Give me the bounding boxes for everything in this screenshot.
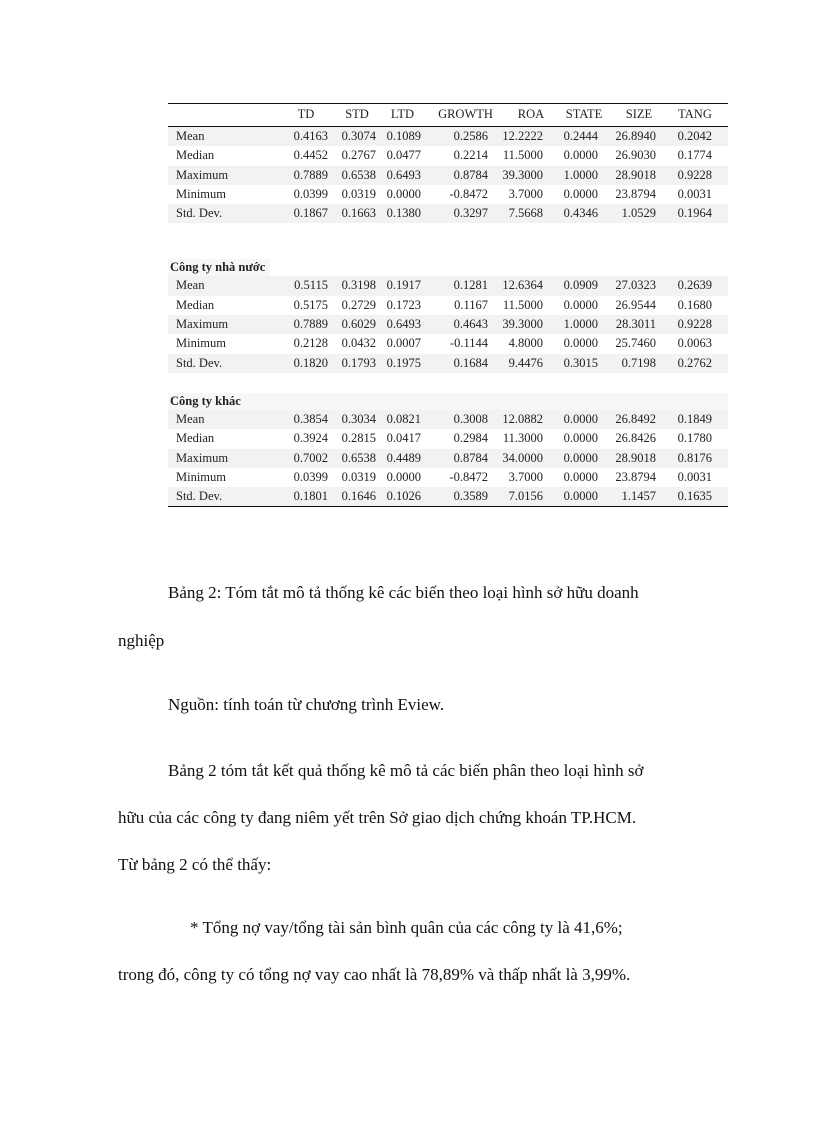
row-label: Median	[176, 431, 215, 446]
statistics-table	[168, 103, 728, 507]
table-cell: 1.0000	[563, 167, 598, 182]
table-cell: 0.3015	[563, 355, 598, 370]
row-label: Maximum	[176, 167, 229, 182]
table-cell: 7.5668	[508, 206, 543, 221]
table-cell: 3.7000	[508, 186, 543, 201]
table-cell: 12.2222	[502, 129, 543, 143]
table-cell: 0.3589	[453, 489, 488, 504]
table-cell: 0.0000	[563, 469, 598, 484]
table-cell: 0.1026	[386, 489, 421, 504]
table-cell: 0.0031	[677, 469, 712, 484]
table-cell: 0.1723	[386, 297, 421, 312]
table-row	[168, 127, 728, 146]
table-cell: 28.3011	[615, 317, 656, 332]
table-cell: 0.0000	[386, 469, 421, 484]
table-cell: 0.1780	[677, 431, 712, 446]
table-cell: 0.3074	[341, 129, 376, 143]
table-cell: 34.0000	[502, 450, 543, 465]
table-cell: 11.3000	[502, 431, 543, 446]
table-cell: 3.7000	[508, 469, 543, 484]
row-label: Mean	[176, 411, 205, 426]
table-header-row	[168, 104, 728, 127]
bullet-line-1: * Tổng nợ vay/tổng tài sản bình quân của các công ty là 41,6%;	[190, 918, 623, 937]
table-cell: 0.0000	[563, 411, 598, 426]
row-label: Median	[176, 148, 215, 163]
table-row	[168, 449, 728, 468]
table-cell: 1.0000	[563, 317, 598, 332]
table-cell: 0.2767	[341, 148, 376, 163]
section-title: Công ty nhà nước	[168, 259, 270, 276]
table-row	[168, 468, 728, 487]
table-cell: 0.1964	[677, 206, 712, 221]
table-row	[168, 410, 728, 429]
table-cell: 26.8492	[615, 411, 656, 426]
table-cell: 0.3924	[293, 431, 328, 446]
table-cell: 0.4643	[453, 317, 488, 332]
table-cell: 0.0319	[341, 469, 376, 484]
table-cell: 0.0007	[386, 336, 421, 351]
table-cell: 0.7889	[293, 317, 328, 332]
table-cell: 0.1975	[386, 355, 421, 370]
bullet-line-2: trong đó, công ty có tổng nợ vay cao nhất là 78,89% và thấp nhất là 3,99%.	[118, 965, 631, 984]
row-label: Minimum	[176, 469, 227, 484]
table-cell: 0.1281	[453, 278, 488, 293]
table-cell: 0.1089	[386, 129, 421, 143]
table-cell: 0.0000	[563, 336, 598, 351]
table-cell: 0.0399	[293, 186, 328, 201]
paragraph-line-3: Từ bảng 2 có thể thấy:	[118, 855, 272, 874]
table-cell: 0.2729	[341, 297, 376, 312]
row-label: Mean	[176, 129, 205, 143]
table-cell: 9.4476	[508, 355, 543, 370]
column-header: GROWTH	[438, 107, 493, 121]
table-cell: 28.9018	[615, 450, 656, 465]
table-cell: 0.6493	[386, 317, 421, 332]
table-row	[168, 315, 728, 334]
table-cell: 0.0063	[677, 336, 712, 351]
table-cell: 0.7002	[293, 450, 328, 465]
table-cell: -0.1144	[449, 336, 488, 351]
table-cell: 0.4346	[563, 206, 598, 221]
table-cell: 0.1167	[454, 297, 488, 312]
column-header: SIZE	[625, 107, 653, 121]
section-spacer	[168, 373, 728, 393]
table-cell: 0.0000	[386, 186, 421, 201]
table-cell: 0.2586	[453, 129, 488, 143]
table-cell: 39.3000	[502, 167, 543, 182]
table-cell: 1.1457	[621, 489, 656, 504]
table-cell: 11.5000	[502, 148, 543, 163]
table-cell: 0.0031	[677, 186, 712, 201]
table-row	[168, 487, 728, 506]
table-cell: 28.9018	[615, 167, 656, 182]
column-header: LTD	[390, 107, 415, 121]
source-note: Nguồn: tính toán từ chương trình Eview.	[168, 695, 445, 714]
table-cell: 0.1801	[293, 489, 328, 504]
section-title: Công ty khác	[168, 393, 728, 410]
table-cell: 0.9228	[677, 167, 712, 182]
row-label: Minimum	[176, 186, 227, 201]
table-cell: 0.1849	[677, 411, 712, 426]
table-cell: 0.1793	[341, 355, 376, 370]
table-caption-line-1: Bảng 2: Tóm tắt mô tả thống kê các biến theo loại hình sở hữu doanh	[168, 583, 639, 602]
row-label: Std. Dev.	[176, 206, 223, 221]
table-cell: 7.0156	[508, 489, 543, 504]
table-cell: 0.1867	[293, 206, 328, 221]
table-cell: 0.0000	[563, 431, 598, 446]
table-row	[168, 166, 728, 185]
row-label: Maximum	[176, 317, 229, 332]
table-cell: 0.1380	[386, 206, 421, 221]
table-cell: 0.0909	[563, 278, 598, 293]
paragraph-line-1: Bảng 2 tóm tắt kết quả thống kê mô tả các biến phân theo loại hình sở	[168, 761, 644, 780]
section-spacer	[168, 223, 728, 259]
table-cell: 4.8000	[508, 336, 543, 351]
table-cell: 0.7198	[621, 355, 656, 370]
table-cell: 0.3198	[341, 278, 376, 293]
table-cell: 26.8426	[615, 431, 656, 446]
row-label: Mean	[176, 278, 205, 293]
table-cell: 12.0882	[502, 411, 543, 426]
table-cell: 26.9544	[615, 297, 656, 312]
table-caption-line-2: nghiệp	[118, 631, 165, 650]
row-label: Std. Dev.	[176, 489, 223, 504]
table-cell: 23.8794	[615, 469, 656, 484]
table-cell: -0.8472	[449, 186, 488, 201]
table-cell: 0.5175	[293, 297, 328, 312]
table-cell: 12.6364	[502, 278, 543, 293]
table-cell: 0.2815	[341, 431, 376, 446]
table-cell: 0.5115	[294, 278, 328, 293]
table-cell: 0.3034	[341, 411, 376, 426]
table-cell: 23.8794	[615, 186, 656, 201]
table-cell: 0.1635	[677, 489, 712, 504]
table-cell: 0.0399	[293, 469, 328, 484]
table-cell: 0.2042	[677, 129, 712, 143]
column-header: TANG	[678, 107, 712, 121]
table-cell: 0.1663	[341, 206, 376, 221]
table-cell: 0.1680	[677, 297, 712, 312]
table-cell: 0.0000	[563, 186, 598, 201]
table-cell: 0.1820	[293, 355, 328, 370]
table-cell: 0.1646	[341, 489, 376, 504]
table-cell: 27.0323	[615, 278, 656, 293]
table-cell: 25.7460	[615, 336, 656, 351]
table-cell: 0.7889	[293, 167, 328, 182]
table-cell: 0.1774	[677, 148, 712, 163]
table-cell: 0.3297	[453, 206, 488, 221]
table-cell: 0.2214	[453, 148, 488, 163]
table-cell: 0.4163	[293, 129, 328, 143]
table-cell: 0.0319	[341, 186, 376, 201]
table-cell: 0.0000	[563, 450, 598, 465]
table-cell: 0.6493	[386, 167, 421, 182]
table-cell: 11.5000	[502, 297, 543, 312]
table-cell: 26.9030	[615, 148, 656, 163]
table-row	[168, 296, 728, 315]
table-cell: 0.2762	[677, 355, 712, 370]
table-cell: 0.0477	[386, 148, 421, 163]
table-cell: 0.1917	[386, 278, 421, 293]
column-header: TD	[297, 107, 315, 121]
table-row	[168, 276, 728, 295]
table-cell: 0.2128	[293, 336, 328, 351]
table-row	[168, 334, 728, 353]
row-label: Maximum	[176, 450, 229, 465]
table-cell: 0.1684	[453, 355, 488, 370]
table-cell: 0.2444	[563, 129, 598, 143]
table-cell: 0.0000	[563, 489, 598, 504]
table-cell: 26.8940	[615, 129, 656, 143]
row-label: Median	[176, 297, 215, 312]
table-cell: 0.0000	[563, 148, 598, 163]
table-row	[168, 185, 728, 204]
row-label: Minimum	[176, 336, 227, 351]
table-cell: 0.6538	[341, 167, 376, 182]
column-header: STD	[345, 107, 369, 121]
table-cell: 39.3000	[502, 317, 543, 332]
table-cell: 0.0417	[386, 431, 421, 446]
table-cell: 0.2639	[677, 278, 712, 293]
paragraph-line-2: hữu của các công ty đang niêm yết trên Sở giao dịch chứng khoán TP.HCM.	[118, 808, 637, 827]
table-row	[168, 204, 728, 223]
table-cell: 1.0529	[621, 206, 656, 221]
table-cell: 0.4489	[386, 450, 421, 465]
table-body	[168, 127, 728, 506]
table-row	[168, 146, 728, 165]
table-row	[168, 429, 728, 448]
table-cell: 0.9228	[677, 317, 712, 332]
table-cell: 0.3854	[293, 411, 328, 426]
row-label: Std. Dev.	[176, 355, 223, 370]
table-cell: 0.6538	[341, 450, 376, 465]
table-row	[168, 354, 728, 373]
table-cell: 0.0821	[386, 411, 421, 426]
table-cell: 0.3008	[453, 411, 488, 426]
table-cell: 0.0432	[341, 336, 376, 351]
table-cell: 0.6029	[341, 317, 376, 332]
table-cell: 0.8784	[453, 167, 488, 182]
column-header: STATE	[565, 107, 603, 121]
table-cell: 0.2984	[453, 431, 488, 446]
table-cell: 0.8784	[453, 450, 488, 465]
table-cell: 0.4452	[293, 148, 328, 163]
table-cell: 0.0000	[563, 297, 598, 312]
table-cell: 0.8176	[677, 450, 712, 465]
column-header: ROA	[517, 107, 545, 121]
table-cell: -0.8472	[449, 469, 488, 484]
